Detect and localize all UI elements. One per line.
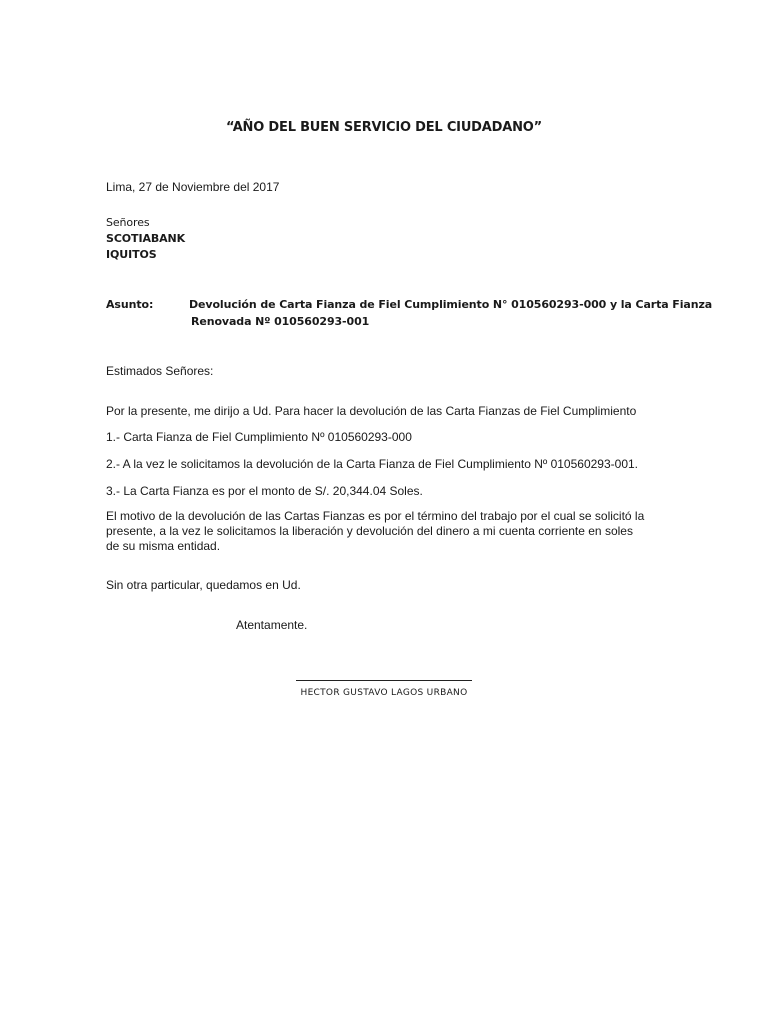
list-item: 2.- A la vez le solicitamos la devolución de la Carta Fianza de Fiel Cumplimiento Nº 010560293-001. xyxy=(106,457,639,471)
recipient-city: IQUITOS xyxy=(106,248,157,261)
list-item: 1.- Carta Fianza de Fiel Cumplimiento Nº 010560293-000 xyxy=(106,430,412,444)
motive-paragraph: El motivo de la devolución de las Cartas Fianzas es por el término del trabajo por el cual se solicitó la presente, a la vez le solicitamos la liberación y devolución del dinero a mi cuenta corriente en soles de su misma entidad. xyxy=(106,509,645,553)
recipient-salutation: Señores xyxy=(106,216,150,229)
recipient-bank: SCOTIABANK xyxy=(106,232,186,245)
greeting: Estimados Señores: xyxy=(106,364,214,378)
signature-line xyxy=(296,680,472,681)
letter-title: “AÑO DEL BUEN SERVICIO DEL CIUDADANO” xyxy=(226,120,542,135)
closing-line: Sin otra particular, quedamos en Ud. xyxy=(106,578,301,592)
signoff: Atentamente. xyxy=(236,618,308,632)
subject-line-2: Renovada Nº 010560293-001 xyxy=(191,315,370,328)
list-item: 3.- La Carta Fianza es por el monto de S/. 20,344.04 Soles. xyxy=(106,484,423,498)
date-line: Lima, 27 de Noviembre del 2017 xyxy=(106,180,280,194)
signer-name: HECTOR GUSTAVO LAGOS URBANO xyxy=(300,688,468,698)
subject-line-1: Devolución de Carta Fianza de Fiel Cumplimiento N° 010560293-000 y la Carta Fianza xyxy=(189,298,713,311)
subject-label: Asunto: xyxy=(106,298,154,311)
intro-paragraph: Por la presente, me dirijo a Ud. Para hacer la devolución de las Carta Fianzas de Fiel Cumplimiento xyxy=(106,404,637,418)
